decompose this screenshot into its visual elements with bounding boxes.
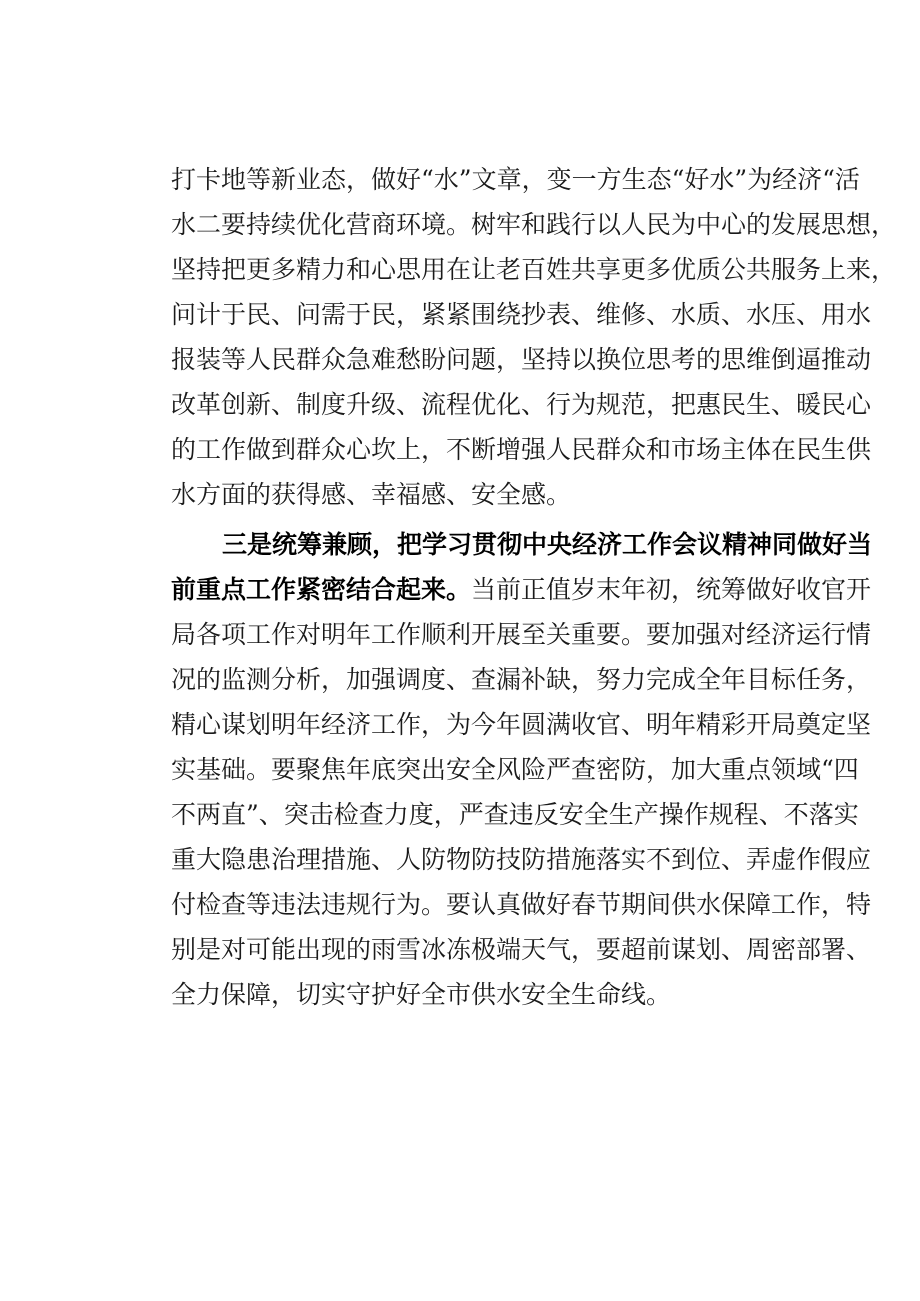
section-body-line: 不两直”、突击检查力度，严查违反安全生产操作规程、不落实	[171, 800, 859, 829]
section-heading-line: 三是统筹兼顾，把学习贯彻中央经济工作会议精神同做好当	[222, 530, 873, 559]
section-body-line: 实基础。要聚焦年底突出安全风险严查密防，加大重点领域“四	[171, 755, 859, 784]
paragraph-line: 坚持把更多精力和心思用在让老百姓共享更多优质公共服务上来，	[171, 255, 897, 284]
paragraph-line: 报装等人民群众急难愁盼问题，坚持以换位思考的思维倒逼推动	[171, 345, 872, 374]
section-body-line: 全力保障，切实守护好全市供水安全生命线。	[171, 980, 672, 1009]
section-body-text: 当前正值岁末年初，统筹做好收官开	[471, 575, 872, 604]
section-heading-bold: 前重点工作紧密结合起来。	[171, 575, 472, 604]
section-body-line: 精心谋划明年经济工作，为今年圆满收官、明年精彩开局奠定坚	[171, 710, 872, 739]
paragraph-line: 改革创新、制度升级、流程优化、行为规范，把惠民生、暖民心	[171, 390, 872, 419]
section-heading-line-mixed	[171, 571, 872, 609]
section-body-line: 别是对可能出现的雨雪冰冻极端天气，要超前谋划、周密部署、	[171, 935, 872, 964]
paragraph-line: 水方面的获得感、幸福感、安全感。	[171, 480, 572, 509]
paragraph-line: 的工作做到群众心坎上，不断增强人民群众和市场主体在民生供	[171, 435, 872, 464]
section-body-line: 局各项工作对明年工作顺利开展至关重要。要加强对经济运行情	[171, 620, 872, 649]
paragraph-line: 问计于民、问需于民，紧紧围绕抄表、维修、水质、水压、用水	[171, 300, 872, 329]
section-body-line: 重大隐患治理措施、人防物防技防措施落实不到位、弄虚作假应	[171, 845, 872, 874]
paragraph-line: 打卡地等新业态，做好“水”文章，变一方生态“好水”为经济“活	[171, 165, 860, 194]
section-body-line: 付检查等违法违规行为。要认真做好春节期间供水保障工作，特	[171, 890, 872, 919]
paragraph-line: 水二要持续优化营商环境。树牢和践行以人民为中心的发展思想，	[171, 210, 897, 239]
section-body-line: 况的监测分析，加强调度、查漏补缺，努力完成全年目标任务，	[171, 665, 872, 694]
